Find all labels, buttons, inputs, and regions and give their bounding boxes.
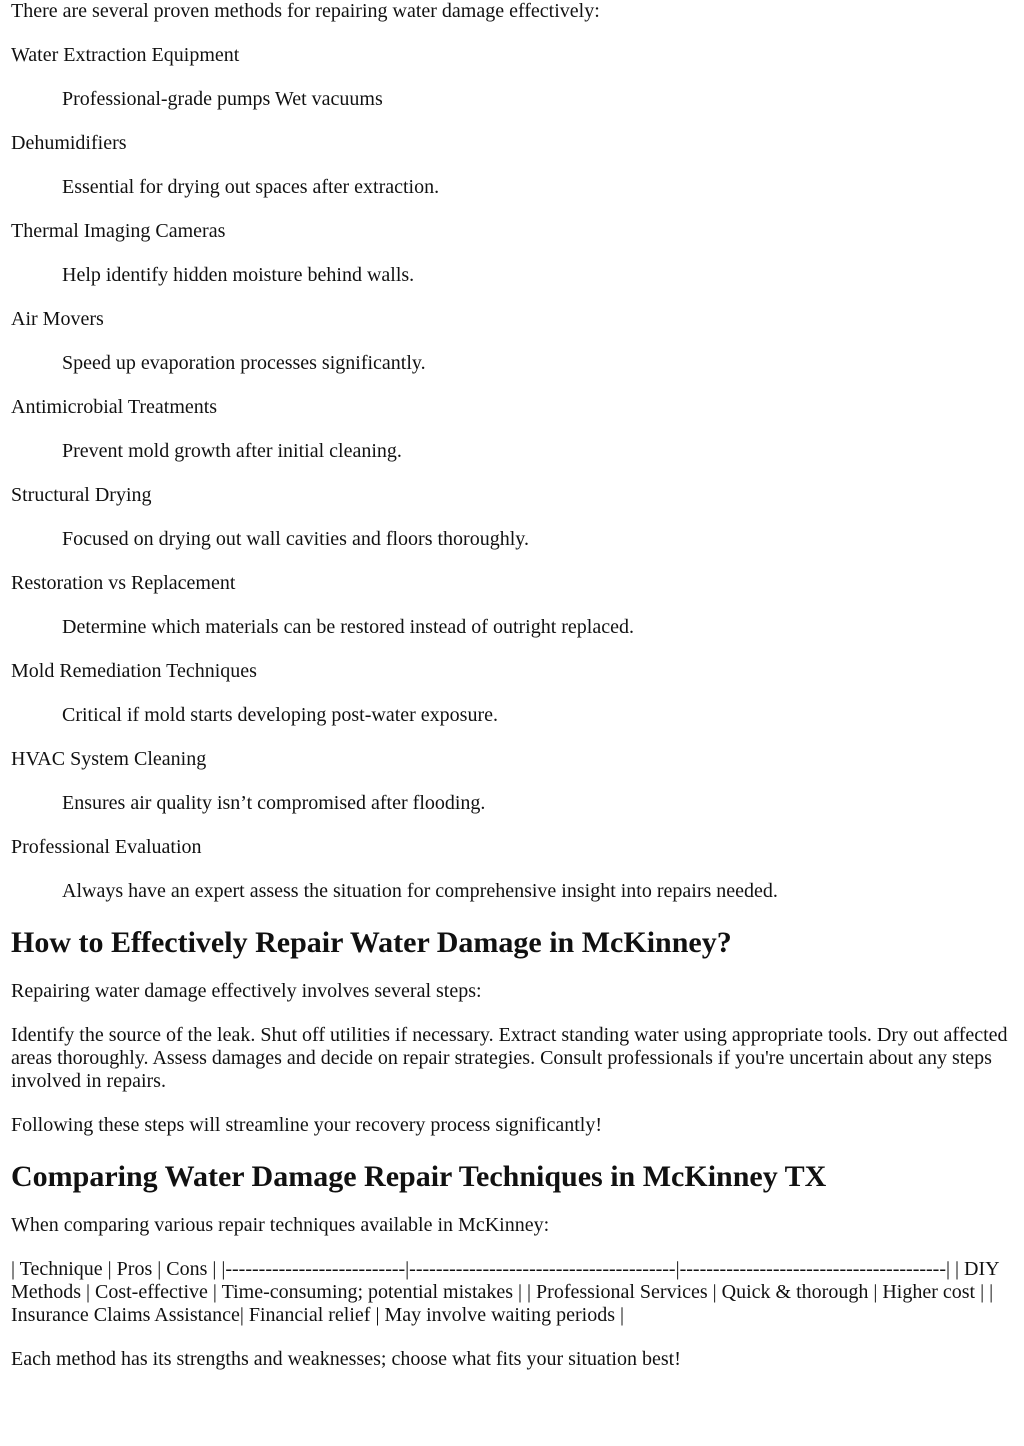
method-term: Restoration vs Replacement	[11, 572, 236, 594]
method-description: Prevent mold growth after initial cleaning.	[62, 440, 402, 462]
repair-conclusion-paragraph: Following these steps will streamline your recovery process significantly!	[11, 1114, 602, 1136]
method-term: Thermal Imaging Cameras	[11, 220, 226, 242]
method-description: Professional-grade pumps Wet vacuums	[62, 88, 383, 110]
section-heading-repair: How to Effectively Repair Water Damage in McKinney?	[11, 926, 732, 959]
method-description: Ensures air quality isn’t compromised after flooding.	[62, 792, 486, 814]
intro-paragraph: There are several proven methods for repairing water damage effectively:	[11, 0, 600, 22]
method-description: Speed up evaporation processes significantly.	[62, 352, 426, 374]
method-term: Professional Evaluation	[11, 836, 202, 858]
method-term: Air Movers	[11, 308, 104, 330]
method-term: Water Extraction Equipment	[11, 44, 240, 66]
comparison-table-text: | Technique | Pros | Cons | |---------------------------|----------------------------------------|----------------------------------------| | DIY Methods | Cost-effective | Time-consuming; potential mistakes | | Professional Services | Quick & thorough | Higher cost | | Insurance Claims Assistance| Financial relief | May involve waiting periods |	[11, 1258, 999, 1326]
method-term: Dehumidifiers	[11, 132, 127, 154]
method-term: Antimicrobial Treatments	[11, 396, 218, 418]
method-description: Always have an expert assess the situation for comprehensive insight into repairs needed.	[62, 880, 778, 902]
method-term: Structural Drying	[11, 484, 152, 506]
method-term: Mold Remediation Techniques	[11, 660, 257, 682]
method-description: Help identify hidden moisture behind walls.	[62, 264, 415, 286]
repair-steps-paragraph: Identify the source of the leak. Shut off utilities if necessary. Extract standing water using appropriate tools. Dry out affected areas thoroughly. Assess damages and decide on repair strategies. Consult professionals if you're uncertain about any steps involved in repairs.	[11, 1024, 1008, 1092]
methods-list	[11, 44, 1014, 903]
method-description: Essential for drying out spaces after extraction.	[62, 176, 440, 198]
method-term: HVAC System Cleaning	[11, 748, 207, 770]
comparison-intro-paragraph: When comparing various repair techniques available in McKinney:	[11, 1214, 550, 1236]
method-description: Focused on drying out wall cavities and floors thoroughly.	[62, 528, 529, 550]
method-description: Critical if mold starts developing post-water exposure.	[62, 704, 499, 726]
comparison-conclusion-paragraph: Each method has its strengths and weaknesses; choose what fits your situation best!	[11, 1348, 681, 1370]
section-heading-comparison: Comparing Water Damage Repair Techniques in McKinney TX	[11, 1160, 827, 1193]
repair-intro-paragraph: Repairing water damage effectively involves several steps:	[11, 980, 482, 1002]
method-description: Determine which materials can be restored instead of outright replaced.	[62, 616, 634, 638]
